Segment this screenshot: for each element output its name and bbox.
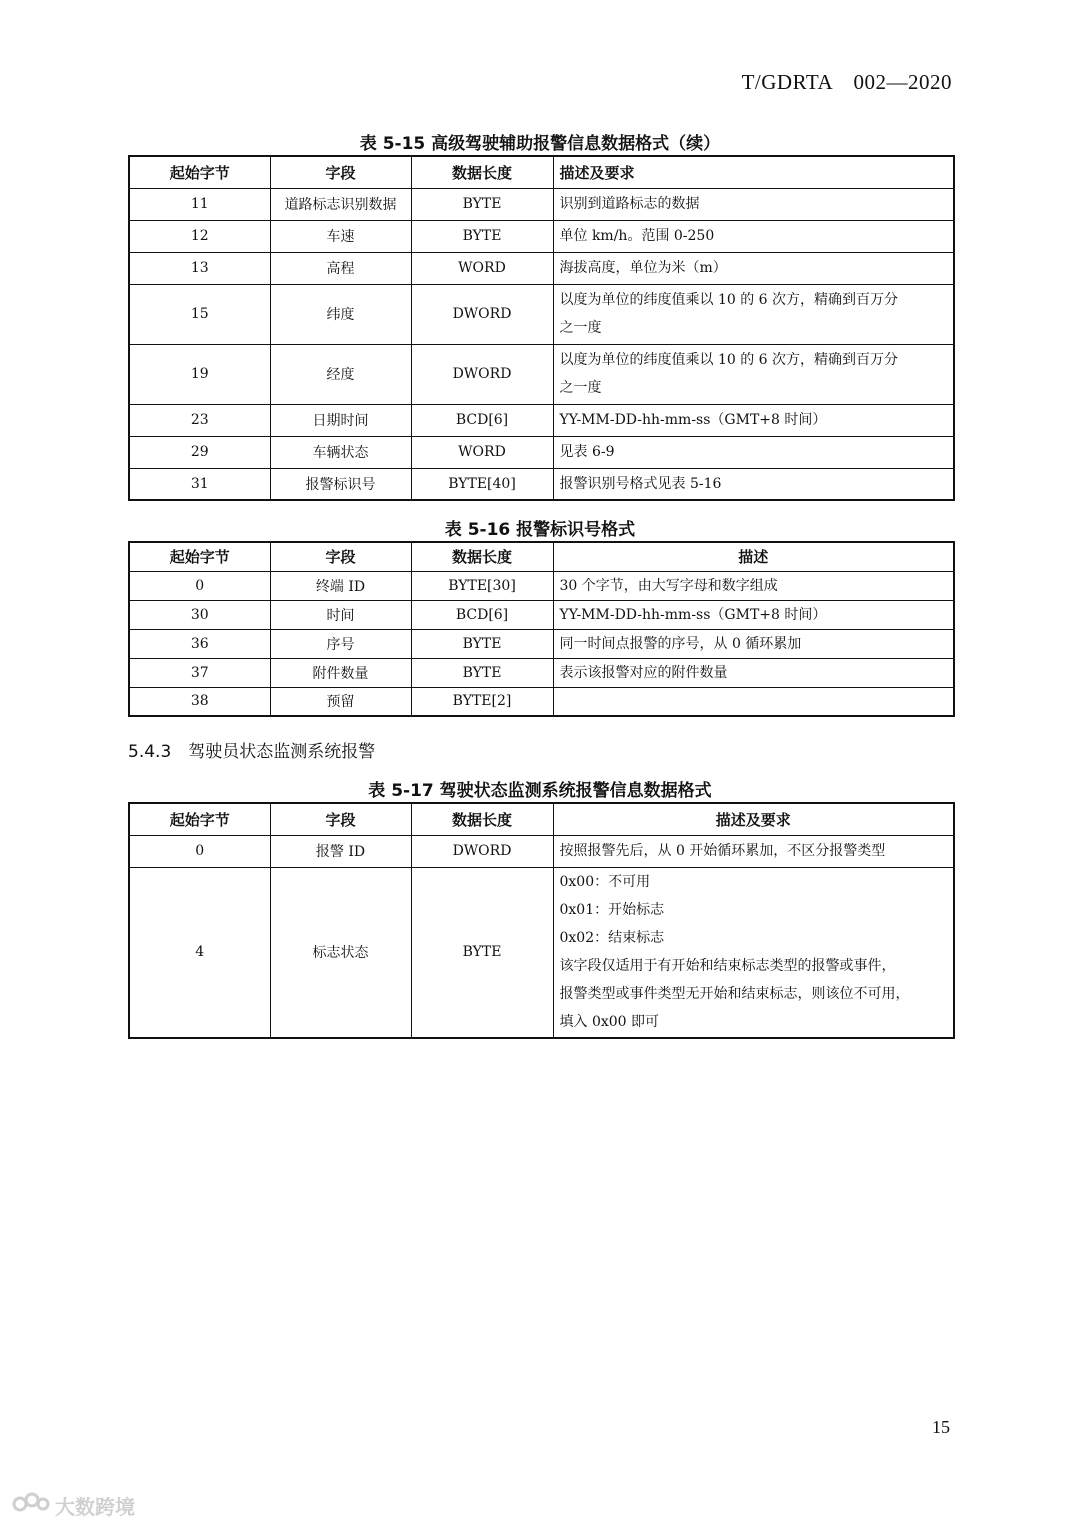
cell-description <box>553 220 954 252</box>
description-line: 见表 6-9 <box>559 444 615 460</box>
cell-start-byte: 37 <box>129 658 270 687</box>
description-line: 0x01：开始标志 <box>559 902 665 919</box>
cell-start-byte: 31 <box>129 468 270 500</box>
column-header-start-byte: 起始字节 <box>129 803 270 835</box>
cell-start-byte: 4 <box>129 867 270 1038</box>
cell-field: 报警 ID <box>270 835 411 867</box>
watermark-logo-icon <box>12 1490 50 1521</box>
cell-data-length: BYTE <box>411 220 553 252</box>
description-line: 30 个字节，由大写字母和数字组成 <box>559 577 778 594</box>
cell-field: 道路标志识别数据 <box>270 188 411 220</box>
cell-field: 车速 <box>270 220 411 252</box>
description-line: 同一时间点报警的序号，从 0 循环累加 <box>559 635 802 652</box>
description-line: 识别到道路标志的数据 <box>559 196 700 212</box>
cell-data-length: DWORD <box>411 344 553 404</box>
column-header-data-length: 数据长度 <box>411 542 553 571</box>
description-line: 0x02：结束标志 <box>559 930 665 947</box>
cell-start-byte: 12 <box>129 220 270 252</box>
table-row <box>129 658 954 687</box>
cell-description <box>553 284 954 344</box>
column-header-start-byte: 起始字节 <box>129 542 270 571</box>
cell-field: 日期时间 <box>270 404 411 436</box>
cell-data-length: BYTE <box>411 629 553 658</box>
description-line: YY-MM-DD-hh-mm-ss（GMT+8 时间） <box>559 412 827 428</box>
document-code: T/GDRTA 002—2020 <box>741 70 952 94</box>
table-row <box>129 188 954 220</box>
cell-description <box>553 571 954 600</box>
description-line: 报警识别号格式见表 5-16 <box>559 475 722 492</box>
column-header-field: 字段 <box>270 542 411 571</box>
column-header-description: 描述 <box>553 542 954 571</box>
cell-start-byte: 0 <box>129 571 270 600</box>
table-row <box>129 571 954 600</box>
cell-description <box>553 252 954 284</box>
cell-start-byte: 36 <box>129 629 270 658</box>
table-5-17 <box>128 802 955 1039</box>
table-5-17-caption: 表 5-17 驾驶状态监测系统报警信息数据格式 <box>368 781 712 801</box>
table-5-17-header-row <box>129 803 954 835</box>
description-line: 海拔高度，单位为米（m） <box>559 260 727 276</box>
table-row <box>129 284 954 344</box>
cell-description <box>553 436 954 468</box>
cell-start-byte: 19 <box>129 344 270 404</box>
watermark <box>12 1490 135 1521</box>
column-header-start-byte: 起始字节 <box>129 156 270 188</box>
table-5-15 <box>128 155 955 501</box>
cell-field: 经度 <box>270 344 411 404</box>
description-line: 之一度 <box>559 320 602 336</box>
description-line: 填入 0x00 即可 <box>559 1014 660 1031</box>
column-header-description: 描述及要求 <box>553 803 954 835</box>
cell-field: 报警标识号 <box>270 468 411 500</box>
section-heading: 5.4.3 驾驶员状态监测系统报警 <box>128 742 376 762</box>
cell-start-byte: 11 <box>129 188 270 220</box>
table-row <box>129 687 954 716</box>
table-row <box>129 629 954 658</box>
cell-start-byte: 13 <box>129 252 270 284</box>
table-5-16-header-row <box>129 542 954 571</box>
cell-data-length: BYTE <box>411 867 553 1038</box>
cell-description <box>553 867 954 1038</box>
table-5-16-caption: 表 5-16 报警标识号格式 <box>444 520 636 540</box>
description-line: YY-MM-DD-hh-mm-ss（GMT+8 时间） <box>559 606 827 623</box>
cell-description <box>553 344 954 404</box>
cell-field: 高程 <box>270 252 411 284</box>
cell-data-length: BYTE[30] <box>411 571 553 600</box>
cell-start-byte: 30 <box>129 600 270 629</box>
table-row <box>129 220 954 252</box>
table-5-15-header-row <box>129 156 954 188</box>
cell-description <box>553 687 954 716</box>
table-5-16 <box>128 541 955 717</box>
cell-data-length: WORD <box>411 436 553 468</box>
cell-field: 预留 <box>270 687 411 716</box>
cell-start-byte: 29 <box>129 436 270 468</box>
description-line: 之一度 <box>559 380 602 396</box>
column-header-data-length: 数据长度 <box>411 803 553 835</box>
description-line: 表示该报警对应的附件数量 <box>559 664 728 681</box>
description-line: 单位 km/h。范围 0-250 <box>559 228 715 244</box>
column-header-data-length: 数据长度 <box>411 156 553 188</box>
column-header-field: 字段 <box>270 803 411 835</box>
column-header-description: 描述及要求 <box>553 156 954 188</box>
table-row <box>129 835 954 867</box>
cell-data-length: DWORD <box>411 284 553 344</box>
description-line: 以度为单位的纬度值乘以 10 的 6 次方，精确到百万分 <box>559 352 899 368</box>
cell-start-byte: 38 <box>129 687 270 716</box>
description-line: 0x00：不可用 <box>559 874 651 891</box>
cell-field: 车辆状态 <box>270 436 411 468</box>
cell-data-length: BCD[6] <box>411 600 553 629</box>
cell-start-byte: 23 <box>129 404 270 436</box>
cell-start-byte: 15 <box>129 284 270 344</box>
cell-field: 标志状态 <box>270 867 411 1038</box>
table-row <box>129 867 954 1038</box>
description-line: 按照报警先后，从 0 开始循环累加，不区分报警类型 <box>559 843 886 859</box>
cell-description <box>553 600 954 629</box>
cell-field: 时间 <box>270 600 411 629</box>
cell-data-length: WORD <box>411 252 553 284</box>
description-line: 报警类型或事件类型无开始和结束标志，则该位不可用， <box>559 986 910 1003</box>
table-row <box>129 600 954 629</box>
cell-field: 附件数量 <box>270 658 411 687</box>
cell-data-length: DWORD <box>411 835 553 867</box>
cell-field: 序号 <box>270 629 411 658</box>
description-line: 以度为单位的纬度值乘以 10 的 6 次方，精确到百万分 <box>559 292 899 308</box>
cell-data-length: BYTE[2] <box>411 687 553 716</box>
cell-start-byte: 0 <box>129 835 270 867</box>
cell-description <box>553 468 954 500</box>
cell-description <box>553 835 954 867</box>
cell-field: 终端 ID <box>270 571 411 600</box>
cell-field: 纬度 <box>270 284 411 344</box>
cell-description <box>553 629 954 658</box>
table-row <box>129 436 954 468</box>
page-number: 15 <box>932 1417 950 1437</box>
description-line: 该字段仅适用于有开始和结束标志类型的报警或事件， <box>559 958 896 975</box>
cell-description <box>553 658 954 687</box>
cell-data-length: BYTE[40] <box>411 468 553 500</box>
table-row <box>129 468 954 500</box>
table-row <box>129 404 954 436</box>
table-row <box>129 252 954 284</box>
cell-data-length: BYTE <box>411 188 553 220</box>
watermark-text: 大数跨境 <box>55 1495 135 1519</box>
table-row <box>129 344 954 404</box>
cell-data-length: BCD[6] <box>411 404 553 436</box>
cell-description <box>553 404 954 436</box>
cell-data-length: BYTE <box>411 658 553 687</box>
cell-description <box>553 188 954 220</box>
table-5-15-caption: 表 5-15 高级驾驶辅助报警信息数据格式（续） <box>359 134 721 154</box>
column-header-field: 字段 <box>270 156 411 188</box>
